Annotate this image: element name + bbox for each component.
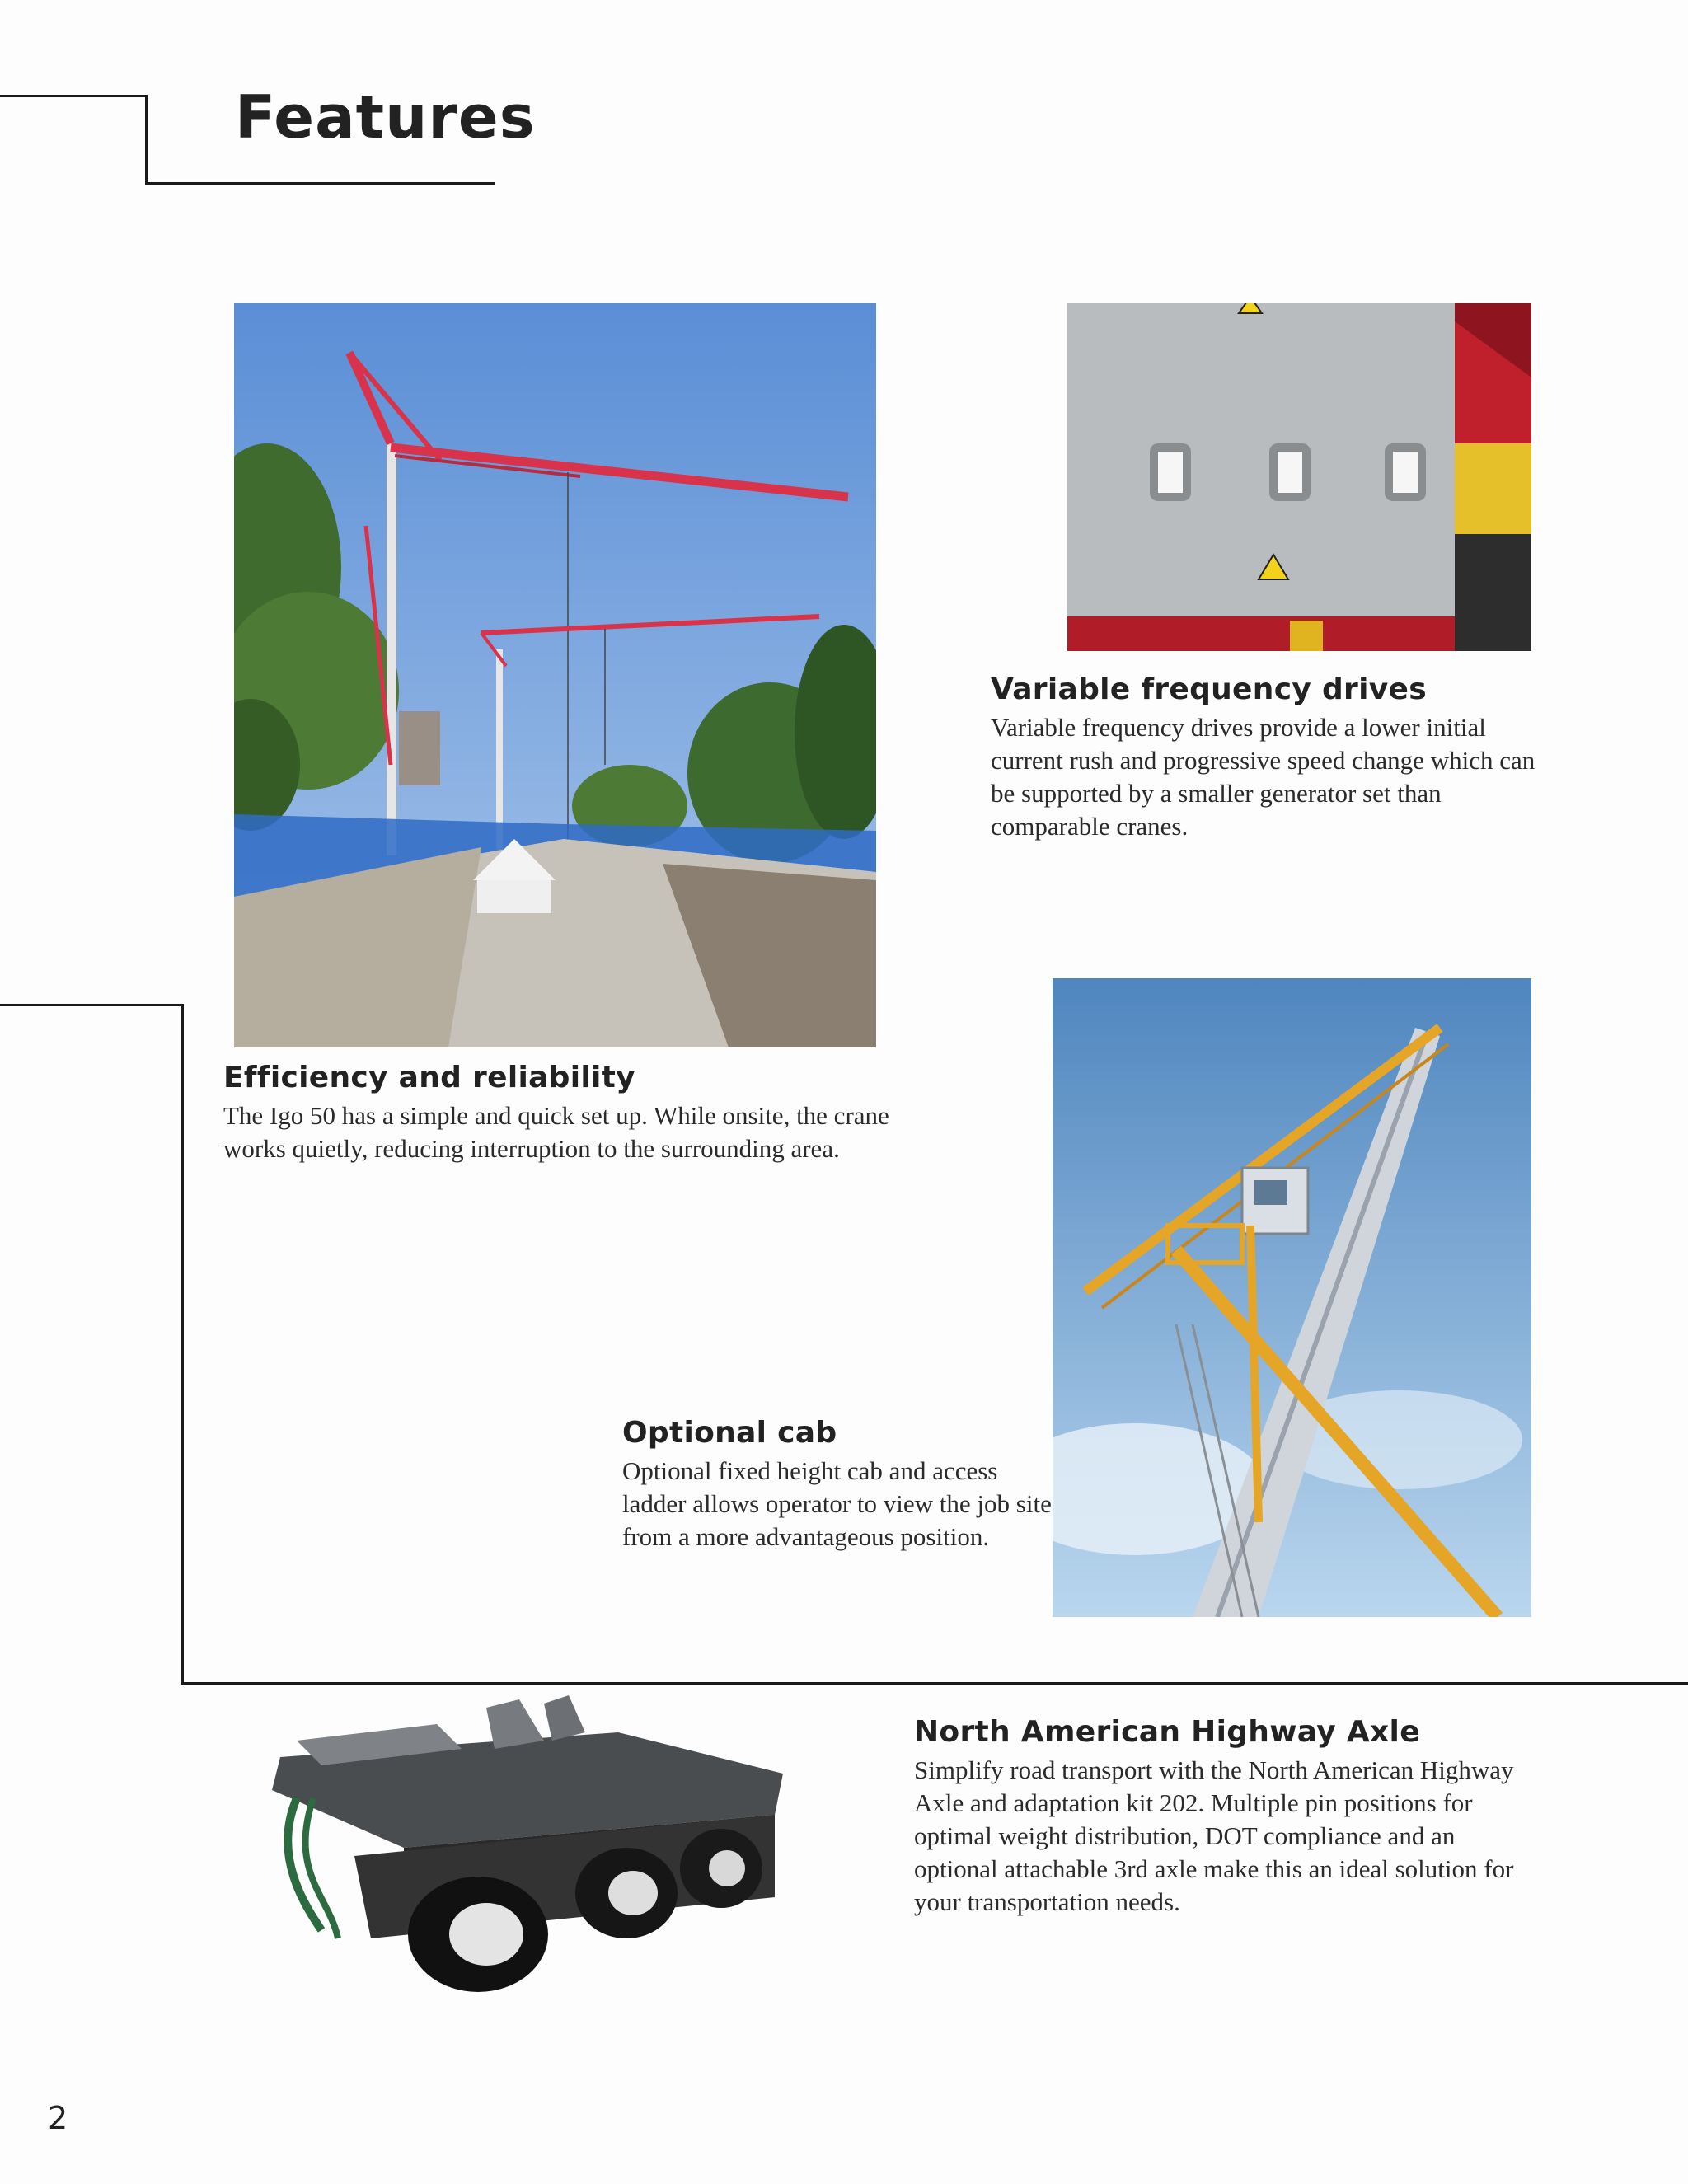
feature-heading: Efficiency and reliability bbox=[223, 1061, 635, 1094]
crane-cab-photo bbox=[1053, 978, 1531, 1617]
feature-heading: Optional cab bbox=[622, 1416, 837, 1450]
top-frame-line-vertical bbox=[145, 95, 148, 185]
feature-body: Simplify road transport with the North American Highway Axle and adaptation kit 202. Multiple pin positions for optimal weight distribution, DOT compliance and an optional attachable 3rd axle make this an ideal solution for your transportation needs. bbox=[914, 1755, 1514, 1916]
middle-frame-line-vertical bbox=[181, 1004, 184, 1685]
feature-variable-frequency-drives bbox=[991, 673, 1559, 843]
feature-highway-axle bbox=[914, 1715, 1540, 1919]
feature-heading: North American Highway Axle bbox=[914, 1715, 1420, 1749]
feature-heading: Variable frequency drives bbox=[991, 673, 1427, 706]
top-frame-line-bottom bbox=[145, 182, 495, 185]
highway-axle-photo bbox=[272, 1691, 787, 1994]
page-title: Features bbox=[235, 82, 536, 152]
feature-efficiency-reliability bbox=[223, 1061, 907, 1165]
feature-optional-cab bbox=[622, 1416, 1059, 1554]
middle-frame-line-bottom bbox=[181, 1682, 1688, 1685]
control-panel-photo bbox=[1067, 303, 1531, 651]
feature-body: Variable frequency drives provide a lower initial current rush and progressive speed change which can be supported by a smaller generator set than comparable cranes. bbox=[991, 713, 1536, 841]
feature-body: Optional fixed height cab and access ladder allows operator to view the job site from a more advantageous position. bbox=[622, 1456, 1052, 1551]
page-number: 2 bbox=[48, 2100, 68, 2136]
middle-frame-line-top bbox=[0, 1004, 184, 1006]
crane-site-photo bbox=[234, 303, 876, 1047]
top-frame-line-left bbox=[0, 95, 147, 97]
feature-body: The Igo 50 has a simple and quick set up. While onsite, the crane works quietly, reducing interruption to the surrounding area. bbox=[223, 1101, 889, 1163]
